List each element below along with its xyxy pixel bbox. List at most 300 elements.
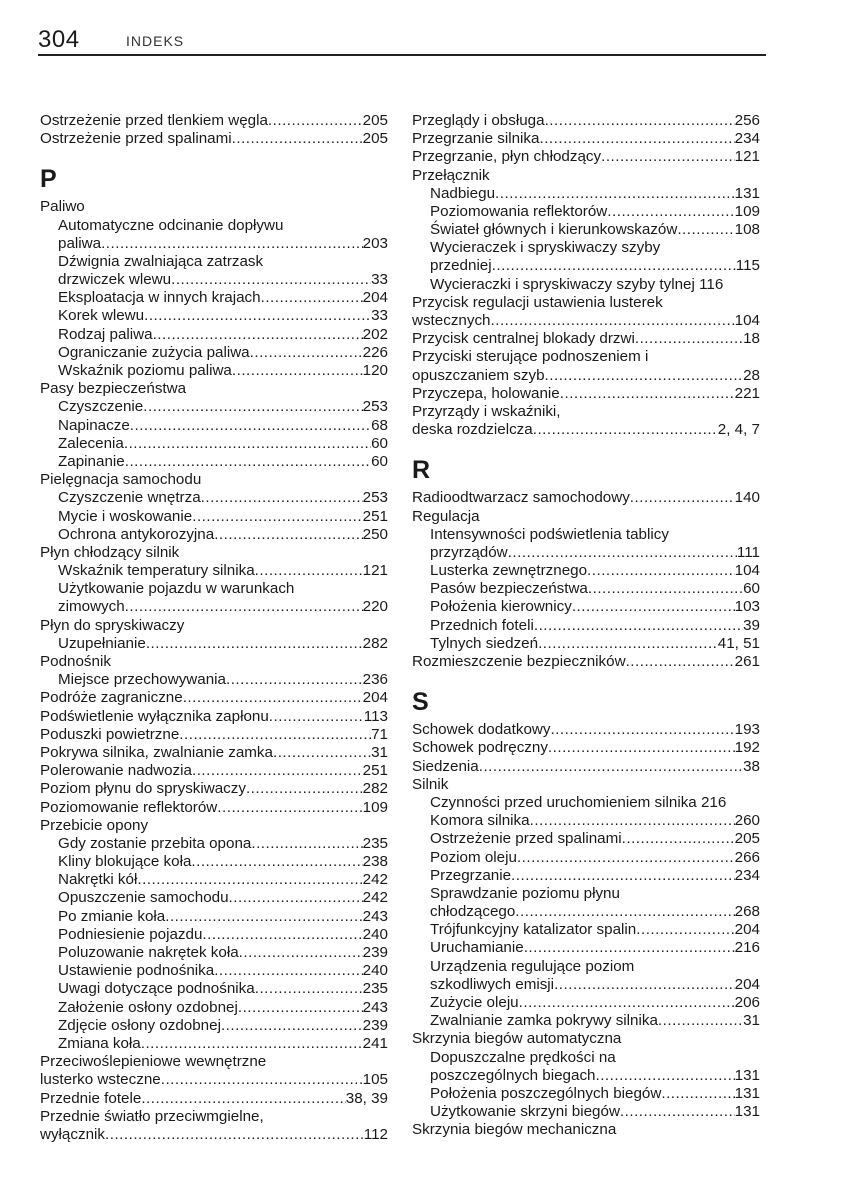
index-column-right [412,112,760,1140]
dot-leader [214,526,362,544]
index-letter-heading: R [412,456,431,485]
index-subentry [40,344,388,362]
entry-text: deska rozdzielcza [412,421,533,439]
entry-text: Rozmieszczenie bezpieczników [412,653,626,671]
index-subentry [40,308,388,326]
dot-leader [250,344,363,362]
index-subentry [412,1085,760,1103]
entry-text: Użytkowanie skrzyni biegów [430,1103,620,1121]
index-entry [412,130,760,148]
index-entry [412,294,760,312]
index-letter-heading: P [40,165,57,194]
index-entry [40,817,388,835]
page-reference: 104 [734,562,760,580]
entry-text: Zalecenia [58,434,124,452]
index-subentry [40,489,388,507]
dot-leader [221,1017,363,1035]
page-reference: 193 [734,721,760,739]
index-entry [40,112,388,130]
page-reference: 38, 39 [345,1089,388,1107]
index-subentry [40,435,388,453]
entry-text: Skrzynia biegów automatyczna [412,1030,622,1048]
dot-leader [130,417,371,435]
entry-text: Tylnych siedzeń [430,634,539,652]
index-entry [412,653,760,671]
entry-text: Pielęgnacja samochodu [40,471,202,489]
index-subentry [40,217,388,235]
index-entry [412,167,760,185]
dot-leader [545,112,735,130]
dot-leader [479,758,743,776]
index-subentry [40,835,388,853]
entry-text: Przednie fotele [40,1089,142,1107]
index-entry [412,758,760,776]
index-entry [412,421,760,439]
page-reference: 104 [734,312,760,330]
page-reference: 131 [734,1084,760,1102]
dot-leader [255,562,363,580]
page-reference: 41, 51 [717,634,760,652]
index-entry [412,385,760,403]
page-reference: 242 [362,889,388,907]
page-reference: 203 [362,234,388,252]
page-reference: 234 [734,130,760,148]
index-subentry [40,235,388,253]
entry-text: Ostrzeżenie przed spalinami [40,130,232,148]
dot-leader [192,762,363,780]
dot-leader [273,744,371,762]
index-subentry [412,599,760,617]
dot-leader [534,617,743,635]
page-reference: 204 [734,975,760,993]
entry-text: Skrzynia biegów mechaniczna [412,1121,617,1139]
index-entry [40,780,388,798]
index-entry [412,1030,760,1048]
dot-leader [217,799,362,817]
entry-text: paliwa [58,234,102,252]
index-subentry [412,921,760,939]
page-reference: 236 [362,671,388,689]
entry-text: Miejsce przechowywania [58,671,226,689]
entry-text: Siedzenia [412,757,479,775]
entry-text: Przycisk regulacji ustawienia lusterek [412,293,663,311]
entry-text: Ostrzeżenie przed spalinami [430,830,622,848]
index-subentry [40,253,388,271]
dot-leader [125,598,363,616]
dot-leader [572,598,735,616]
index-subentry [412,830,760,848]
entry-text: Opuszczenie samochodu [58,889,229,907]
index-subentry [40,326,388,344]
dot-leader [137,871,362,889]
index-subentry [40,526,388,544]
dot-leader [538,635,718,653]
page-reference: 239 [362,1016,388,1034]
index-subentry [40,962,388,980]
section-title: INDEKS [126,33,185,49]
dot-leader [239,944,363,962]
entry-text: Przycisk centralnej blokady drzwi [412,330,635,348]
index-subentry [412,1049,760,1067]
index-subentry [40,562,388,580]
dot-leader [545,367,744,385]
entry-text: Wskaźnik temperatury silnika [58,562,255,580]
dot-leader [226,671,363,689]
entry-text: Świateł głównych i kierunkowskazów [430,221,678,239]
entry-text: Lusterka zewnętrznego [430,562,588,580]
index-subentry [412,276,760,294]
dot-leader [492,257,736,275]
page-reference: 108 [734,221,760,239]
entry-text: Polerowanie nadwozia [40,762,192,780]
index-subentry [412,976,760,994]
page-number: 304 [38,26,80,53]
index-entry [40,1108,388,1126]
entry-text: Schowek podręczny [412,739,548,757]
index-entry [40,1053,388,1071]
page-reference: 234 [734,866,760,884]
index-column-left [40,112,388,1144]
dot-leader [495,185,735,203]
index-subentry [40,453,388,471]
entry-text: przyrządów [430,543,508,561]
dot-leader [141,1090,345,1108]
index-subentry [40,908,388,926]
index-subentry [40,1035,388,1053]
entry-text: Poziomowania reflektorów [430,202,608,220]
entry-text: Wskaźnik poziomu paliwa [58,362,232,380]
entry-text: szkodliwych emisji [430,975,555,993]
index-subentry [412,562,760,580]
entry-text: Zwalnianie zamka pokrywy silnika [430,1012,658,1030]
entry-text: Regulacja [412,507,480,525]
index-subentry [40,599,388,617]
page-reference: 131 [734,1066,760,1084]
entry-text: Silnik [412,775,449,793]
dot-leader [238,999,363,1017]
header-rule [38,54,766,56]
index-entry [412,489,760,507]
index-entry [40,1071,388,1089]
entry-text: Ostrzeżenie przed tlenkiem węgla [40,111,268,129]
index-entry [412,508,760,526]
index-entry [412,312,760,330]
page-reference: 33 [371,307,388,325]
page-reference: 2, 4, 7 [717,421,760,439]
index-entry [412,112,760,130]
index-subentry [412,1067,760,1085]
page-reference: 253 [362,398,388,416]
page-reference: 103 [734,598,760,616]
page-reference: 71 [371,725,388,743]
entry-text: Przednie światło przeciwmgielne, [40,1107,264,1125]
page-reference: 205 [362,111,388,129]
entry-text: Podniesienie pojazdu [58,925,203,943]
entry-text: Nakrętki kół [58,871,138,889]
index-subentry [412,885,760,903]
index-entry [40,744,388,762]
page-reference: 261 [734,653,760,671]
page-reference: 60 [743,580,760,598]
dot-leader [124,435,371,453]
page-reference: 33 [371,271,388,289]
dot-leader [161,1071,363,1089]
entry-text: Przegrzanie, płyn chłodzący [412,148,602,166]
dot-leader [144,307,371,325]
index-subentry [40,853,388,871]
page-reference: 60 [371,434,388,452]
index-subentry [412,849,760,867]
dot-leader [588,580,743,598]
dot-leader [620,1103,735,1121]
page-reference: 31 [371,743,388,761]
index-subentry [412,635,760,653]
page-reference: 205 [362,130,388,148]
dot-leader [677,221,734,239]
page-reference: 109 [362,798,388,816]
dot-leader [519,994,735,1012]
dot-leader [595,1067,734,1085]
page-reference: 241 [362,1034,388,1052]
dot-leader [179,726,371,744]
page-reference: 31 [743,1012,760,1030]
page-reference: 240 [362,962,388,980]
entry-text: Przednich foteli [430,616,534,634]
dot-leader [491,312,735,330]
dot-leader [165,908,362,926]
entry-text: Zdjęcie osłony ozdobnej [58,1016,221,1034]
entry-text: Nadbiegu [430,184,496,202]
index-subentry [412,1012,760,1030]
index-entry [412,776,760,794]
page-reference: 242 [362,871,388,889]
entry-text: Po zmianie koła [58,907,166,925]
entry-text: Podświetlenie wyłącznika zapłonu [40,707,269,725]
page-reference: 131 [734,1103,760,1121]
entry-text: Wycieraczek i spryskiwaczy szyby [430,239,661,257]
index-subentry [412,940,760,958]
index-entry [40,1126,388,1144]
page-reference: 251 [362,507,388,525]
dot-leader [554,976,735,994]
page-reference: 206 [734,994,760,1012]
entry-text: Przeglądy i obsługa [412,111,545,129]
index-subentry [40,580,388,598]
page-reference: 253 [362,489,388,507]
entry-text: poszczególnych biegach [430,1066,596,1084]
dot-leader [143,398,362,416]
dot-leader [515,903,734,921]
index-entry [412,330,760,348]
page-reference: 109 [734,202,760,220]
index-entry [412,148,760,166]
index-subentry [412,258,760,276]
entry-text: Poduszki powietrzne [40,725,180,743]
entry-text: przedniej [430,257,492,275]
page-reference: 121 [734,148,760,166]
index-entry [412,721,760,739]
dot-leader [517,849,735,867]
entry-text: Napinacze [58,416,130,434]
page-reference: 18 [743,330,760,348]
page-reference: 115 [735,257,760,275]
page-reference: 28 [743,366,760,384]
dot-leader [201,489,363,507]
index-entry [40,653,388,671]
dot-leader [171,271,371,289]
dot-leader [141,1035,363,1053]
dot-leader [550,721,734,739]
page-reference: 38 [743,757,760,775]
entry-text: Ustawienie podnośnika [58,962,215,980]
page-reference: 250 [362,525,388,543]
dot-leader [255,980,363,998]
index-subentry [40,271,388,289]
entry-text: Przyciski sterujące podnoszeniem i [412,348,649,366]
page-reference: 105 [362,1071,388,1089]
dot-leader [268,112,363,130]
index-subentry [412,185,760,203]
index-subentry [40,362,388,380]
entry-text: zimowych [58,598,125,616]
dot-leader [192,508,362,526]
dot-leader [101,235,363,253]
index-subentry [40,944,388,962]
dot-leader [229,889,363,907]
dot-leader [635,330,743,348]
index-entry [40,130,388,148]
dot-leader [508,544,737,562]
dot-leader [539,130,734,148]
entry-text: Rodzaj paliwa [58,325,153,343]
page-reference: 243 [362,998,388,1016]
dot-leader [191,853,362,871]
dot-leader [125,453,371,471]
index-entry [40,380,388,398]
entry-text: Dźwignia zwalniająca zatrzask [58,252,264,270]
dot-leader [105,1126,364,1144]
page-reference: 111 [736,543,760,561]
index-subentry [40,890,388,908]
index-subentry [412,994,760,1012]
entry-text: Pasy bezpieczeństwa [40,380,187,398]
entry-text: drzwiczek wlewu [58,271,172,289]
dot-leader [601,148,735,166]
dot-leader [232,362,363,380]
dot-leader [622,830,735,848]
index-entry [40,471,388,489]
index-subentry [412,526,760,544]
page-reference: 220 [362,598,388,616]
index-subentry [412,617,760,635]
index-entry [40,198,388,216]
index-entry [40,708,388,726]
page-reference: 121 [362,562,388,580]
dot-leader [511,867,735,885]
index-subentry [412,203,760,221]
index-subentry [40,871,388,889]
index-subentry [40,417,388,435]
entry-text: Przyrządy i wskaźniki, [412,403,561,420]
index-subentry [412,239,760,257]
index-entry [40,544,388,562]
index-subentry [412,958,760,976]
dot-leader [246,780,363,798]
index-subentry [412,867,760,885]
entry-text: Kliny blokujące koła [58,853,192,871]
dot-leader [153,326,363,344]
index-entry [412,367,760,385]
entry-text: Przebicie opony [40,816,149,834]
entry-text: wstecznych [412,312,491,330]
page-reference: 120 [362,362,388,380]
dot-leader [630,489,735,507]
page-reference: 268 [734,903,760,921]
entry-text: Zużycie oleju [430,994,519,1012]
index-subentry [412,794,760,812]
entry-text: Poziom płynu do spryskiwaczy [40,780,246,798]
entry-text: chłodzącego [430,903,516,921]
index-subentry [412,903,760,921]
dot-leader [636,921,734,939]
dot-leader [202,926,362,944]
dot-leader [661,1085,734,1103]
dot-leader [232,130,363,148]
dot-leader [587,562,735,580]
entry-text: Uruchamianie [430,939,524,957]
index-entry [40,689,388,707]
dot-leader [183,689,363,707]
entry-text: Użytkowanie pojazdu w warunkach [58,580,295,598]
index-entry [412,739,760,757]
entry-text: lusterko wsteczne [40,1071,161,1089]
entry-text: Poziomowanie reflektorów [40,798,218,816]
page-reference: 112 [363,1125,388,1143]
index-subentry [40,398,388,416]
page-reference: 113 [363,707,388,725]
index-subentry [40,999,388,1017]
page-reference: 221 [734,384,760,402]
page-reference: 251 [362,762,388,780]
entry-text: Eksploatacja w innych krajach [58,289,261,307]
entry-text: Dopuszczalne prędkości na [430,1048,616,1066]
entry-text: Gdy zostanie przebita opona [58,834,252,852]
dot-leader [251,835,362,853]
index-entry [412,403,760,421]
index-subentry [40,671,388,689]
index-subentry [40,289,388,307]
index-subentry [412,221,760,239]
entry-text: Przeciwoślepieniowe wewnętrzne [40,1053,267,1071]
page-reference: 131 [734,184,760,202]
page-reference: 240 [362,925,388,943]
page-reference: 216 [734,939,760,957]
index-subentry [412,544,760,562]
entry-text: Sprawdzanie poziomu płynu [430,884,620,902]
dot-leader [560,385,735,403]
index-subentry [40,635,388,653]
entry-text: Płyn chłodzący silnik [40,543,180,561]
page-reference: 205 [734,830,760,848]
page-reference: 204 [362,289,388,307]
page-reference: 140 [734,489,760,507]
entry-text: Czynności przed uruchomieniem silnika 216 [430,794,727,811]
dot-leader [214,962,362,980]
entry-text: Płyn do spryskiwaczy [40,616,185,634]
entry-text: Położenia kierownicy [430,598,572,616]
entry-text: Urządzenia regulujące poziom [430,957,635,975]
entry-text: Intensywności podświetlenia tablicy [430,525,669,543]
